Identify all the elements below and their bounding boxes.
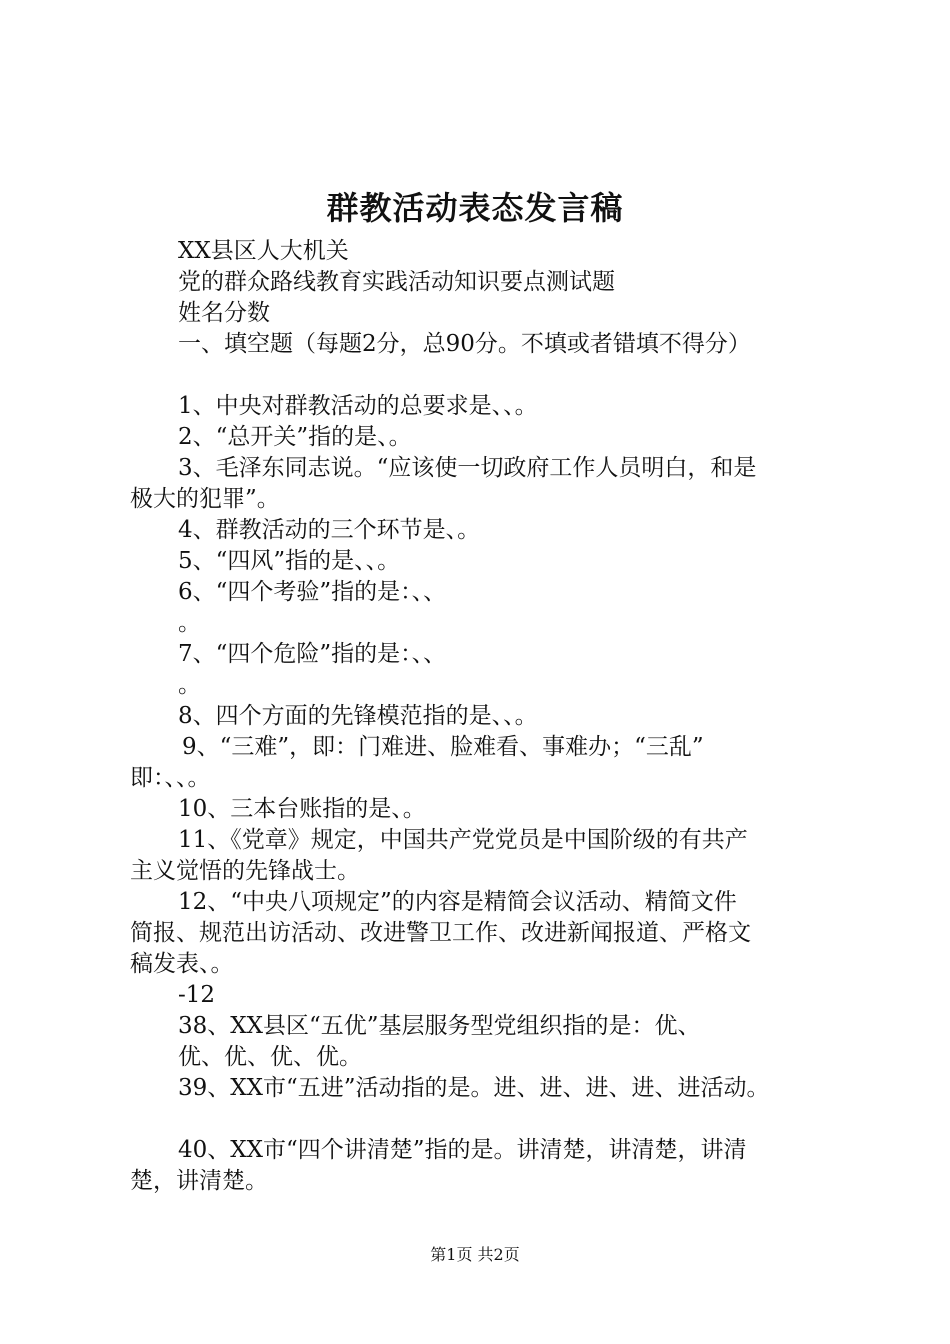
range-marker: -12 [178,982,216,1008]
question-line: 5、“四风”指的是、、。 [178,548,401,574]
question-continuation: 即：、、。 [130,765,211,791]
question-line: 7、“四个危险”指的是：、、 [178,641,447,667]
question-line: 4、群教活动的三个环节是、。 [178,517,481,543]
blank-line [130,1104,850,1135]
question-line: 11、《党章》规定，中国共产党党员是中国阶级的有共产 [178,827,748,853]
question-line: 3、毛泽东同志说。“应该使一切政府工作人员明白，和是 [178,455,757,481]
question-line: 6、“四个考验”指的是：、、 [178,579,447,605]
question-continuation: 简报、规范出访活动、改进警卫工作、改进新闻报道、严格文 [130,920,751,946]
question-line: 8、四个方面的先锋模范指的是、、。 [178,703,538,729]
page-footer: 第1页 共2页 [430,1245,520,1264]
document-body [130,236,850,1197]
question-continuation: 。 [178,672,201,698]
question-continuation: 极大的犯罪”。 [130,486,280,512]
question-line: 10、三本台账指的是、。 [178,796,426,822]
section-heading: 一、填空题（每题2分，总90分。不填或者错填不得分） [178,331,751,357]
paragraph-line: XX县区人大机关 [178,238,349,264]
paragraph-line: 党的群众路线教育实践活动知识要点测试题 [178,269,615,295]
question-line: 38、XX县区“五优”基层服务型党组织指的是：优、 [178,1013,701,1039]
document-title: 群教活动表态发言稿 [326,189,624,227]
question-continuation: 楚，讲清楚。 [130,1168,268,1194]
paragraph-line: 姓名分数 [178,300,270,326]
question-continuation: 优、优、优、优。 [178,1044,362,1070]
question-continuation: 主义觉悟的先锋战士。 [130,858,360,884]
question-line: 1、中央对群教活动的总要求是、、。 [178,393,538,419]
question-continuation: 稿发表、。 [130,951,234,977]
question-line: 9、“三难”，即：门难进、脸难看、事难办；“三乱” [182,734,704,760]
question-line: 39、XX市“五进”活动指的是。进、进、进、进、进活动。 [178,1075,770,1101]
blank-line [130,360,850,391]
question-continuation: 。 [178,610,201,636]
question-line: 2、“总开关”指的是、。 [178,424,412,450]
question-line: 40、XX市“四个讲清楚”指的是。讲清楚，讲清楚，讲清 [178,1137,747,1163]
question-line: 12、“中央八项规定”的内容是精简会议活动、精简文件 [178,889,737,915]
